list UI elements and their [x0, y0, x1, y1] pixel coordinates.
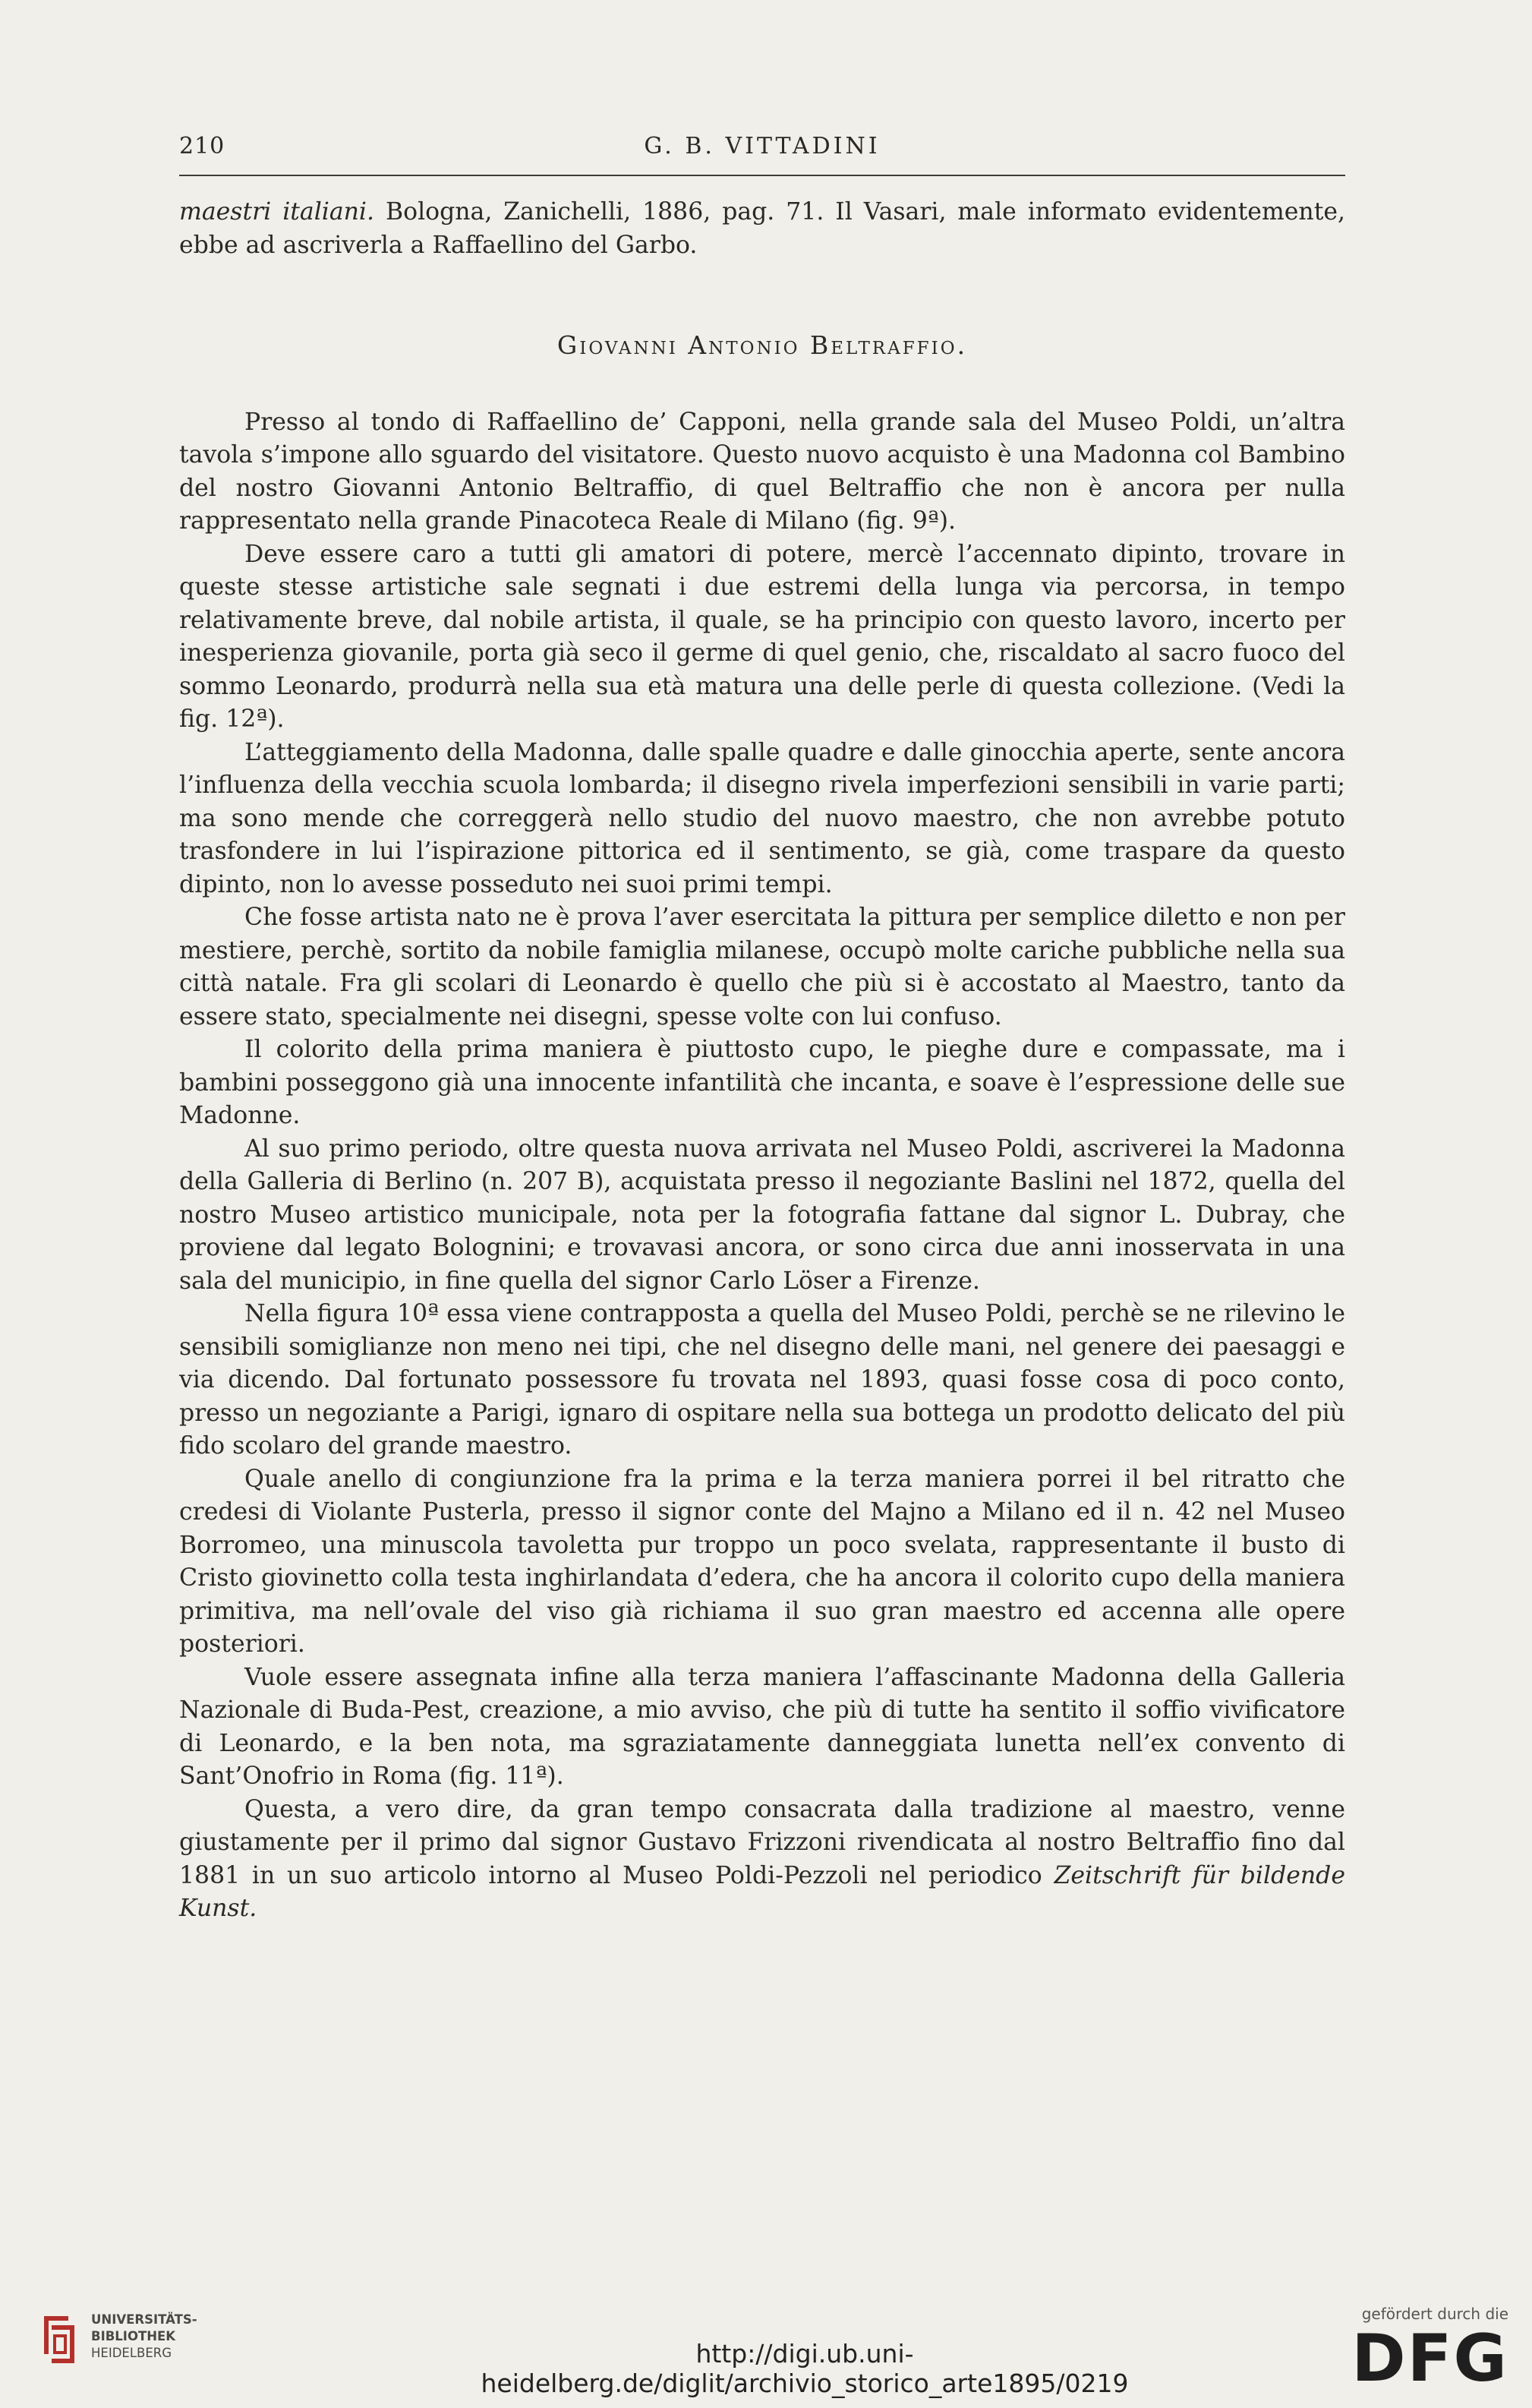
header-rule	[179, 175, 1345, 176]
library-name	[91, 2312, 197, 2362]
library-name-line: UNIVERSITÄTS-	[91, 2312, 197, 2327]
paragraph: Al suo primo periodo, oltre questa nuova arrivata nel Museo Poldi, ascriverei la Madonna della Galleria di Berlino (n. 207 B), acquistata presso il negoziante Baslini nel 1872, quella del nostro Museo artistico municipale, nota per la fotografia fattane dal signor L. Dubray, che proviene dal legato Bolognini; e trovavasi ancora, or sono circa due anni inosservata in una sala del municipio, in fine quella del signor Carlo Löser a Firenze.	[179, 1135, 1345, 1295]
paragraph: Che fosse artista nato ne è prova l’aver esercitata la pittura per semplice diletto e non per mestiere, perchè, sortito da nobile famiglia milanese, occupò molte cariche pubbliche nella sua città natale. Fra gli scolari di Leonardo è quello che più si è accostato al Maestro, tanto da essere stato, specialmente nei disegni, spesse volte con lui confuso.	[179, 904, 1345, 1030]
running-head: G. B. VITTADINI	[644, 133, 881, 159]
library-name-line: BIBLIOTHEK	[91, 2329, 176, 2343]
library-emblem-icon	[38, 2309, 80, 2371]
italic-title: maestri italiani.	[179, 198, 375, 226]
paragraph: Quale anello di congiunzione fra la prima e la terza maniera porrei il bel ritratto che credesi di Violante Pusterla, presso il signor conte del Majno a Milano ed il n. 42 nel Museo Borromeo, una minuscola tavoletta pur troppo un poco svelata, rappresentante il busto di Cristo giovinetto colla testa inghirlandata d’edera, che ha ancora il colorito cupo della maniera primitiva, ma nell’ovale del viso già richiama il suo gran maestro ed accenna alle opere posteriori.	[179, 1465, 1345, 1658]
dfg-logo-icon: DFG	[1351, 2321, 1508, 2397]
page-header	[179, 133, 1345, 168]
dfg-caption: gefördert durch die	[1361, 2305, 1508, 2323]
library-logo[interactable]	[38, 2309, 220, 2384]
body-text	[179, 196, 1345, 1926]
section-title: Giovanni Antonio Beltraffio.	[556, 330, 968, 360]
paragraph: Il colorito della prima maniera è piuttosto cupo, le pieghe dure e compassate, ma i bambini posseggono già una innocente infantilità che incanta, e soave è l’espressione delle sue Madonne.	[179, 1036, 1345, 1129]
library-name-line: HEIDELBERG	[91, 2346, 172, 2360]
paragraph-continued-text: Bologna, Zanichelli, 1886, pag. 71. Il Vasari, male informato evidentemente, ebbe ad ascriverla a Raffaellino del Garbo.	[179, 198, 1346, 259]
paragraph	[179, 1794, 1345, 1926]
italic-journal-title: Zeitschrift für bildende Kunst.	[179, 1861, 1345, 1922]
paragraph: Nella figura 10ª essa viene contrapposta a quella del Museo Poldi, perchè se ne rilevino le sensibili somiglianze non meno nei tipi, che nel disegno delle mani, nel genere dei paesaggi e via dicendo. Dal fortunato possessore fu trovata nel 1893, quasi fosse cosa di poco conto, presso un negoziante a Parigi, ignaro di ospitare nella sua bottega un prodotto delicato del più fido scolaro del grande maestro.	[179, 1300, 1345, 1460]
source-url-link[interactable]: http://digi.ub.uni-heidelberg.de/diglit/archivio_storico_arte1895/0219	[481, 2339, 1129, 2398]
paragraph-text: Questa, a vero dire, da gran tempo consacrata dalla tradizione al maestro, venne giustamente per il primo dal signor Gustavo Frizzoni rivendicata al nostro Beltraffio fino dal 1881 in un suo articolo intorno al Museo Poldi-Pezzoli nel periodico	[179, 1795, 1345, 1889]
page-number: 210	[179, 133, 225, 159]
paragraph: Deve essere caro a tutti gli amatori di potere, mercè l’accennato dipinto, trovare in queste stesse artistiche sale segnati i due estremi della lunga via percorsa, in tempo relativamente breve, dal nobile artista, il quale, se ha principio con questo lavoro, incerto per inesperienza giovanile, porta già seco il germe di quel genio, che, riscaldato al sacro fuoco del sommo Leonardo, produrrà nella sua età matura una delle perle di questa collezione. (Vedi la fig. 12ª).	[179, 540, 1345, 733]
paragraph: L’atteggiamento della Madonna, dalle spalle quadre e dalle ginocchia aperte, sente ancora l’influenza della vecchia scuola lombarda; il disegno rivela imperfezioni sensibili in varie parti; ma sono mende che correggerà nello studio del nuovo maestro, che non avrebbe potuto trasfondere in lui l’ispirazione pittorica ed il sentimento, se già, come traspare da questo dipinto, non lo avesse posseduto nei suoi primi tempi.	[179, 738, 1345, 898]
paragraph-continued	[179, 196, 1345, 262]
paragraph: Vuole essere assegnata infine alla terza maniera l’affascinante Madonna della Galleria Nazionale di Buda-Pest, creazione, a mio avviso, che più di tutte ha sentito il soffio vivificatore di Leonardo, e la ben nota, ma sgraziatamente danneggiata lunetta nell’ex convento di Sant’Onofrio in Roma (fig. 11ª).	[179, 1663, 1345, 1790]
paragraph: Presso al tondo di Raffaellino de’ Capponi, nella grande sala del Museo Poldi, un’altra tavola s’impone allo sguardo del visitatore. Questo nuovo acquisto è una Madonna col Bambino del nostro Giovanni Antonio Beltraffio, di quel Beltraffio che non è ancora per nulla rappresentato nella grande Pinacoteca Reale di Milano (fig. 9ª).	[179, 408, 1345, 535]
dfg-funding-logo[interactable]	[1348, 2305, 1522, 2396]
